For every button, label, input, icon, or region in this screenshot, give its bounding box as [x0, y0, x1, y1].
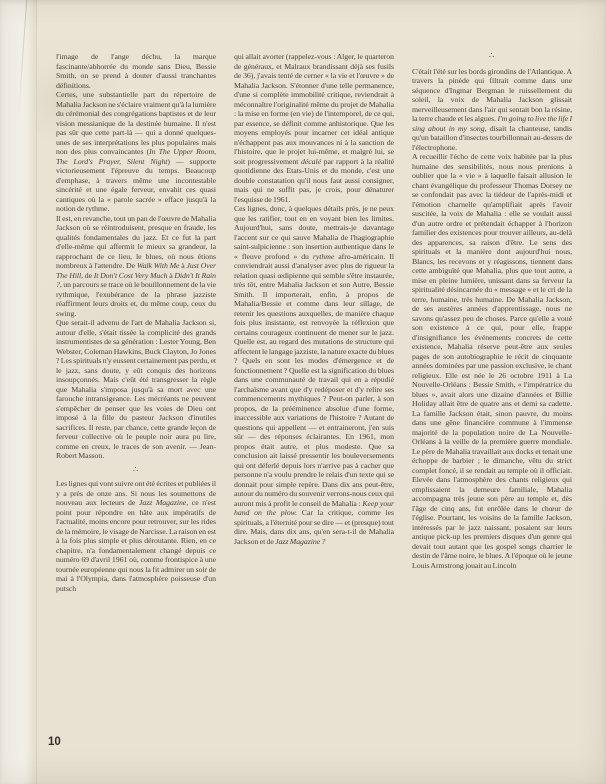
paragraph — [234, 52, 394, 204]
text-run: qui allait avorter (rappelez-vous : Alger, le quarteron de généraux, et Malraux brandissant déjà ses fusils de 36), j'avais tenté de cerner « la vie et l'œuvre » de Mahalia Jackson. S'étonner d'une telle permanence, d'une si complète immobilité critique, reviendrait à méconnaître l'originalité même du projet de Mahalia : la mise en forme (en vie) de l'intemporel, de ce qui, par essence, se définit comme anhistorique. Que les moyens employés pour incarner cet idéal antique n'échappent pas aux mouvances ni à la sanction de l'histoire, que le projet lui-même, et malgré lui, se soit progressivement — [234, 52, 394, 166]
text-run: afro-américain. Il conviendrait aussi d'analyser avec plus de rigueur la relation quasi œdipienne qui semble s'être instaurée, très tôt, entre Mahalia Jackson et son Autre, Bessie Smith. Il importerait, enfin, à propos de Mahalia/Bessie et comme dans leur sillage, de retenir les questions auxquelles, de manière chaque fois plus insistante, est renvoyée la réflexion que certains courageux continuent de mener sur le jazz. Quelle est, au regard des mutations de structure qui affectent le langage jazziste, la nature exacte du blues ? Quels en sont les modes d'émergence et de fonctionnement ? Quelle est la signification du blues dans une communauté de travail qui en a répudié l'archaïsme avant que d'y redéposer et d'y relire ses commencements mythiques ? Peut-on parler, à son propos, de la prééminence absolue d'une forme, inaccessible aux variations de l'histoire ? Autant de questions qui appellent — et entraineront, j'en suis sûr — des réponses éclairantes. En 1961, mon propos était autre, et plus modeste. Que sa conclusion ait laissé pressentir les bouleversements qui ont déferlé depuis lors n'arrive pas à cacher que personne n'a voulu prendre le relais d'un texte qui se donnait pour simple repère. Dans dix ans peut-être, autour du numéro du souvenir verrons-nous ceux qui auront mis à profit le conseil de Mahalia : — [234, 251, 395, 508]
text-run: , un parcours se trace où le bouillonnement de la vie rythmique, l'exubérance de la phrase jazziste réaffirment leurs droits et, du même coup, ceux du swing. — [56, 280, 216, 318]
paragraph — [412, 67, 572, 153]
paragraph — [56, 479, 216, 593]
text-run: Il est, en revanche, tout un pan de l'œuvre de Mahalia Jackson où se réintroduisent, presque en fraude, les qualités fondamentales du jazz. Et ce fut la part d'elle-même qui affermit le mieux sa grandeur, la rapprochant de ce lieu, le blues, où nous étions nombreux à l'attendre. De — [56, 213, 216, 270]
text-run: Les lignes qui vont suivre ont été écrites et publiées il y a près de onze ans. Si nous les soumettons de nouveau aux lecteurs de — [56, 479, 216, 507]
paragraph — [56, 318, 216, 461]
italic-run: décalé — [301, 156, 322, 166]
text-column-2 — [234, 52, 394, 546]
section-divider-ornament: ∴ — [488, 51, 496, 60]
italic-run: It Don't Cost Very Much — [93, 270, 168, 280]
italic-run: I'm going to live the life I sing about in my song — [412, 114, 572, 133]
text-run: , ce n'est point pour répondre en hâte aux impératifs de l'actualité, moins encore pour retrouver, sur les rides de la mémoire, le visage de Narcisse. La raison en est à la fois plus simple et plus déroutante. Rien, en ce chapitre, n'a fondamentalement changé depuis ce numéro 69 d'avril 1961 où, comme frontispice à une tournée européenne qui nous la fit admirer un soir de mai à l'Olympia, dans l'atmosphère poisseuse d'un putsch — [56, 498, 216, 593]
text-column-1 — [56, 52, 216, 593]
text-run: Que serait-il advenu de l'art de Mahalia Jackson si, autour d'elle, s'était tissée la complicité des grands instrumentistes de sa génération : Lester Young, Ben Webster, Coleman Hawkins, Buck Clayton, Jo Jones ? Les spirituals n'y eussent certainement pas perdu, et le jazz, sans doute, y eût conquis des horizons insoupçonnés. Mais c'eût été transgresser la règle que Mahalia s'imposa jusqu'à sa mort avec une farouche intransigeance. Les mécréants ne peuvent s'empêcher de penser que les voies de Dieu ont imposé à la fille du pasteur Jackson d'inutiles sacrifices. Il reste, par chance, cette grande leçon de ferveur collective où le peuple noir aura pu lire, comme en creux, le traces de son avenir. — Jean-Robert Masson. — [56, 318, 216, 460]
italic-run: Just Over The Hill — [56, 261, 216, 280]
paragraph — [234, 204, 394, 546]
paragraph — [412, 152, 572, 570]
paragraph — [56, 52, 216, 90]
italic-run: Walk With Me — [136, 261, 180, 270]
paragraph — [56, 90, 216, 214]
text-run: par rapport à la réalité quotidienne des Etats-Unis et du monde, c'est une double constatation qu'il nous faut aussi consigner, mais qui ne suffit pas, je crois, pour dénaturer l'esquisse de 1961. — [234, 156, 394, 204]
text-column-3 — [412, 52, 572, 570]
text-run: Ces lignes, donc, à quelques détails près, je ne peux que les ratifier, tout en en voyant bien les limites. Aujourd'hui, sans doute, mettrais-je davantage l'accent sur ce qui sauve Mahalia de l'hagiographie saint-sulpicienne : son insertion authentique dans le « fleuve profond » du — [234, 204, 394, 261]
italic-run: In The Upper Room, The Lord's Prayer, Silent Night — [56, 147, 216, 166]
text-run: à — [167, 270, 175, 280]
text-run: , disait la chanteuse, tandis qu'un bataillon d'insectes tourbillonnait au-dessus de l'électrophone. — [412, 123, 572, 152]
italic-run: rythme — [312, 251, 335, 261]
text-run: à — [179, 261, 187, 270]
text-run: C'était l'été sur les bords girondins de l'Atlantique. A travers la pinède qui filtrait comme dans une séquence d'Ingmar Bergman le ruissellement du soleil, la voix de Mahalia Jackson glissait merveilleusement dans l'air qui sentait bon la résine, la terre chaude et les algues. — [412, 66, 572, 123]
italic-run: Jazz Magazine ? — [275, 536, 326, 546]
italic-run: Didn't It Rain ? — [56, 270, 217, 289]
text-run: l'image de l'ange déchu, la marque fascinante/abhorrée du monde sans Dieu, Bessie Smith, on se prend à douter d'aussi tranchantes définitions. — [56, 52, 216, 90]
text-run: Car la critique, comme les spirituals, a l'éternité pour se dire — et (presque) tout dire. Mais, dans dix ans, qu'en sera-t-il de Mahalia Jackson et de — [234, 508, 394, 546]
text-run: ) — supporte victorieusement l'épreuve du temps. Beaucoup d'emphase, à travers même une incontestable sincérité et une égale ferveur, envahit ces quasi cantiques où la « parole sacrée » efface jusqu'à la notion de rythme. — [56, 156, 216, 213]
text-run: Certes, une substantielle part du répertoire de Mahalia Jackson ne s'éclaire vraiment qu'à la lumière du cérémonial des congrégations baptistes et de leur vision messianique de la destinée humaine. Il n'est pas sûr que cette part-là — qui a donné quelques-unes de ses interprétations les plus populaires mais non des plus convaincantes ( — [56, 90, 216, 156]
text-run: , de — [81, 270, 94, 280]
text-run: A recueillir l'écho de cette voix habitée par la plus humaine des sensibilités, nous nous prenions à oublier que la « vie » à laquelle faisait allusion le chant évangélique du professeur Thomas Dorsey ne se confondait pas avec la tiédeur de l'après-midi et l'émotion charnelle qu'amplifiait après l'avoir suscitée, la voix de Mahalia : elle se voulait aussi d'un autre ordre et prétendait échapper à l'horizon familier des existences pour trouver ailleurs, au-delà des apparences, sa raison d'être. Le sens des spirituals et la manière dont aujourd'hui nous, Blancs, les recevons et y réagissons, tiennent dans cette ambiguïté que Mahalia, plus que tout autre, a mise en pleine lumière, unissant dans sa ferveur la spiritualité désincarnée du « message » et le cri de la terre, humaine, très humaine. De Mahalia Jackson, de ses austères années d'apprentissage, nous ne savons qu'assez peu de choses. Parce qu'elle a voué son existence à ce qui, pour elle, frappe d'insignifiance les événements concrets de cette existence, Mahalia réserve peut-être aux seules pages de son autobiographie le récit de cinquante années dominées par une passion exclusive, le chant religieux. Elle est née le 26 octobre 1911 à La Nouvelle-Orléans : Bessie Smith, « l'impératrice du blues », avait alors une dizaine d'années et Billie Holiday allait être de quatre ans et demi sa cadette. La famille Jackson était, sinon pauvre, du moins dans une gêne financière commune à l'immense majorité de la population noire de La Nouvelle-Orléans à la veille de la première guerre mondiale. Le père de Mahalia travaillait aux docks et tenait une échoppe de barbier ; le dimanche, vêtu du strict complet foncé, il se rendait au temple où il officiait. Elevée dans l'atmosphère des chants religieux qui emplissaient la demeure familiale, Mahalia accompagna très jeune son père au temple et, dès l'âge de cinq ans, fut enrôlée dans le chœur de l'église. Pourtant, les voisins de la famille Jackson, intéressés par le jazz naissant, posaient sur leurs antique pick-up les premiers disques d'un genre qui devait tout autant que les gospel songs charrier le destin de l'âme noire, le blues. A l'époque où le jeune Louis Armstrong jouait au Lincoln — [412, 152, 572, 570]
page-number: 10 — [48, 736, 61, 748]
paragraph — [56, 214, 216, 319]
italic-run: Jazz Magazine — [138, 498, 187, 507]
section-divider-ornament: ∴ — [132, 464, 140, 474]
italic-run: Keep your hand on the plow. — [234, 498, 394, 517]
